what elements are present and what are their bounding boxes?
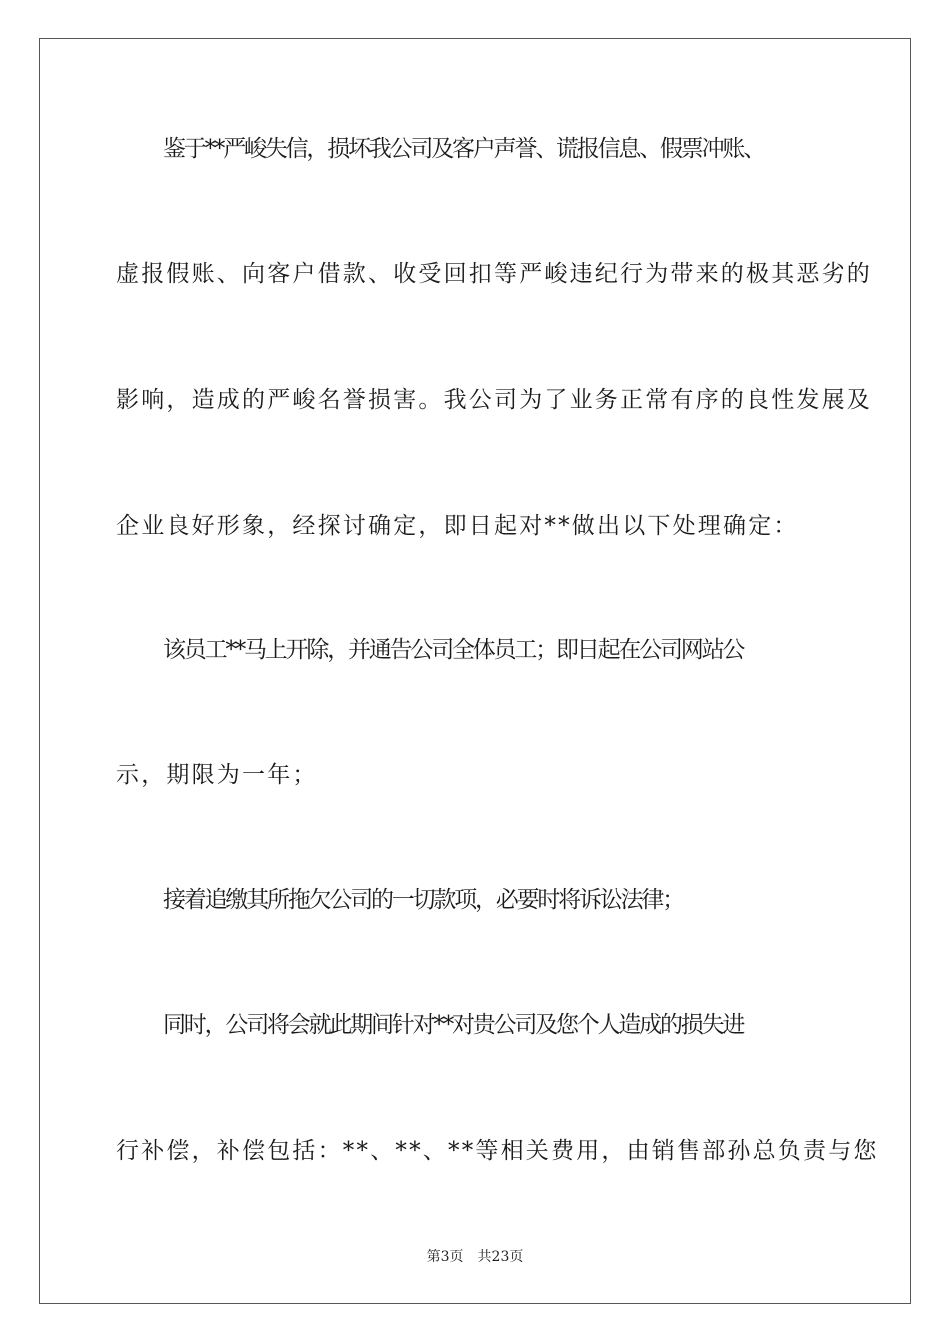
paragraph-3-line-1: 接着追缴其所拖欠公司的一切款项，必要时将诉讼法律； [163,887,684,913]
paragraph-1-line-4: 企业良好形象，经探讨确定，即日起对**做出以下处理确定： [116,513,799,539]
paragraph-1-line-1: 鉴于**严峻失信，损坏我公司及客户声誉、谎报信息、假票冲账、 [163,136,765,162]
page-border [39,38,911,1304]
page-total: 共23页 [477,1249,524,1265]
paragraph-2-line-1: 该员工**马上开除，并通告公司全体员工；即日起在公司网站公 [163,637,744,663]
paragraph-1-line-2: 虚报假账、向客户借款、收受回扣等严峻违纪行为带来的极其恶劣的 [116,261,872,287]
paragraph-2-line-2: 示，期限为一年； [116,762,318,788]
page-number: 第3页 [426,1249,464,1265]
paragraph-4-line-1: 同时，公司将会就此期间针对**对贵公司及您个人造成的损失进 [163,1012,744,1038]
paragraph-1-line-3: 影响，造成的严峻名誉损害。我公司为了业务正常有序的良性发展及 [116,387,872,413]
page-footer [0,1247,950,1267]
paragraph-4-line-2: 行补偿，补偿包括：**、**、**等相关费用，由销售部孙总负责与您 [116,1138,879,1164]
